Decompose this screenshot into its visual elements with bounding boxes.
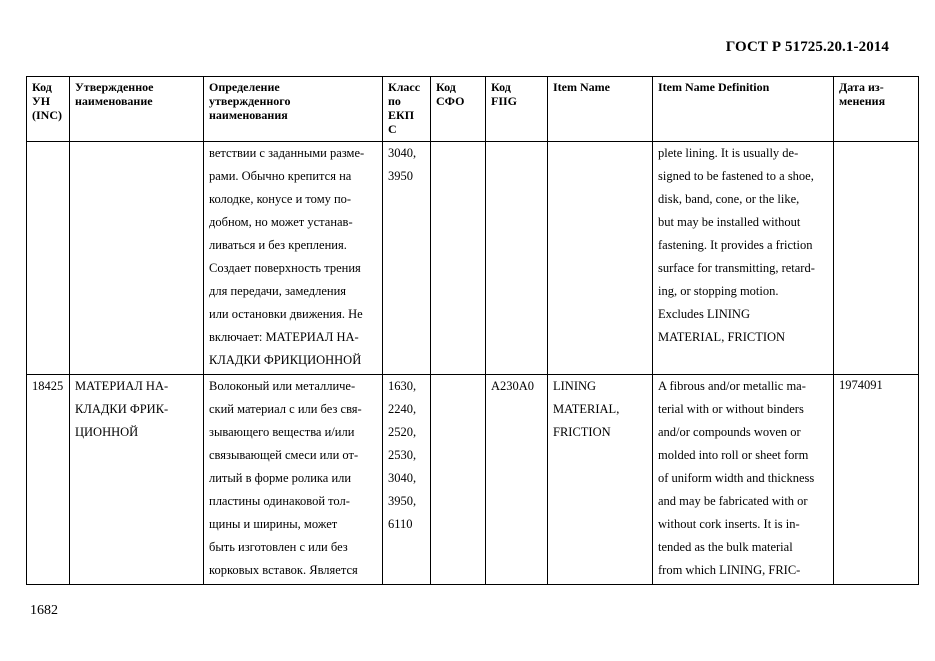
cell-line: ский материал с или без свя- — [209, 402, 362, 416]
header-line: Код — [491, 80, 511, 94]
cell-line: and/or compounds woven or — [658, 425, 801, 439]
header-line: по — [388, 94, 401, 108]
cell-line: 2530, — [388, 448, 417, 462]
cell-line: корковых вставок. Является — [209, 563, 358, 577]
date-cell: 1974091 — [834, 375, 919, 585]
cell-line: КЛАДКИ ФРИК- — [75, 402, 169, 416]
cell-line: или остановки движения. Не — [209, 307, 363, 321]
header-line: Item Name Definition — [658, 80, 770, 94]
cell-line: 6110 — [388, 517, 413, 531]
cell-line: для передачи, замедления — [209, 284, 347, 298]
cell-line: литый в форме ролика или — [209, 471, 352, 485]
cell-line: быть изготовлен с или без — [209, 540, 348, 554]
cell-line: but may be installed without — [658, 215, 801, 229]
cell-line: ing, or stopping motion. — [658, 284, 779, 298]
header-line: утвержденного — [209, 94, 291, 108]
cell-line: щины и ширины, может — [209, 517, 338, 531]
date-cell — [834, 142, 919, 375]
header-line: Код — [436, 80, 456, 94]
cell-line: пластины одинаковой тол- — [209, 494, 350, 508]
header-line: Класс — [388, 80, 421, 94]
fiig-cell: A230A0 — [486, 375, 548, 585]
cell-line: ЦИОННОЙ — [75, 425, 139, 439]
header-line: наименования — [209, 108, 288, 122]
cell-line: molded into roll or sheet form — [658, 448, 809, 462]
cell-line: 3040, — [388, 146, 417, 160]
header-line: (INC) — [32, 108, 62, 122]
cell-line: A fibrous and/or metallic ma- — [658, 379, 806, 393]
cell-line: колодке, конусе и тому по- — [209, 192, 352, 206]
name-cell — [70, 375, 204, 585]
item-name-cell — [548, 375, 653, 585]
header-inc — [27, 77, 70, 142]
header-item-definition — [653, 77, 834, 142]
cell-line: связывающей смеси или от- — [209, 448, 359, 462]
cell-line: МАТЕРИАЛ НА- — [75, 379, 169, 393]
table-row — [27, 142, 919, 375]
fiig-cell — [486, 142, 548, 375]
cell-line: Создает поверхность трения — [209, 261, 361, 275]
header-fiig — [486, 77, 548, 142]
header-line: УН — [32, 94, 51, 108]
header-definition — [204, 77, 383, 142]
cell-line: 1630, — [388, 379, 417, 393]
page-number: 1682 — [30, 603, 58, 618]
class-cell — [383, 375, 431, 585]
cell-line: and may be fabricated with or — [658, 494, 808, 508]
header-line: Определение — [209, 80, 280, 94]
header-line: менения — [839, 94, 886, 108]
cell-line: 3950, — [388, 494, 417, 508]
header-line: С — [388, 122, 397, 136]
cell-line: plete lining. It is usually de- — [658, 146, 799, 160]
cell-line: 3950 — [388, 169, 413, 183]
catalog-table — [26, 76, 919, 585]
header-item-name — [548, 77, 653, 142]
definition-cell — [204, 375, 383, 585]
definition-cell — [204, 142, 383, 375]
item-definition-cell — [653, 375, 834, 585]
cell-line: ливаться и без крепления. — [209, 238, 347, 252]
header-class — [383, 77, 431, 142]
cell-line: FRICTION — [553, 425, 611, 439]
cell-line: from which LINING, FRIC- — [658, 563, 801, 577]
cell-line: добном, но может устанав- — [209, 215, 353, 229]
cell-line: 2520, — [388, 425, 417, 439]
cell-line: Волоконый или металличе- — [209, 379, 356, 393]
document-code: ГОСТ Р 51725.20.1-2014 — [725, 39, 889, 55]
table-row — [27, 375, 919, 585]
cell-line: зывающего вещества и/или — [209, 425, 355, 439]
sfo-cell — [431, 375, 486, 585]
cell-line: ветствии с заданными разме- — [209, 146, 365, 160]
header-date — [834, 77, 919, 142]
cell-line: disk, band, cone, or the like, — [658, 192, 800, 206]
item-definition-cell — [653, 142, 834, 375]
table-header-row — [27, 77, 919, 142]
header-line: Утвержденное — [75, 80, 154, 94]
header-line: Дата из- — [839, 80, 884, 94]
cell-line: включает: МАТЕРИАЛ НА- — [209, 330, 359, 344]
cell-line: tended as the bulk material — [658, 540, 793, 554]
inc-cell: 18425 — [27, 375, 70, 585]
header-line: Код — [32, 80, 52, 94]
name-cell — [70, 142, 204, 375]
header-line: ЕКП — [388, 108, 415, 122]
item-name-cell — [548, 142, 653, 375]
cell-line: КЛАДКИ ФРИКЦИОННОЙ — [209, 353, 362, 367]
cell-line: LINING — [553, 379, 597, 393]
header-sfo — [431, 77, 486, 142]
cell-line: without cork inserts. It is in- — [658, 517, 800, 531]
cell-line: of uniform width and thickness — [658, 471, 815, 485]
cell-line: Excludes LINING — [658, 307, 750, 321]
header-line: FIIG — [491, 94, 518, 108]
cell-line: рами. Обычно крепится на — [209, 169, 352, 183]
header-line: наименование — [75, 94, 153, 108]
class-cell — [383, 142, 431, 375]
header-line: СФО — [436, 94, 465, 108]
header-line: Item Name — [553, 80, 610, 94]
sfo-cell — [431, 142, 486, 375]
cell-line: signed to be fastened to a shoe, — [658, 169, 814, 183]
inc-cell — [27, 142, 70, 375]
cell-line: 2240, — [388, 402, 417, 416]
cell-line: 3040, — [388, 471, 417, 485]
cell-line: MATERIAL, FRICTION — [658, 330, 786, 344]
cell-line: surface for transmitting, retard- — [658, 261, 815, 275]
header-name — [70, 77, 204, 142]
cell-line: MATERIAL, — [553, 402, 620, 416]
cell-line: fastening. It provides a friction — [658, 238, 813, 252]
cell-line: terial with or without binders — [658, 402, 804, 416]
